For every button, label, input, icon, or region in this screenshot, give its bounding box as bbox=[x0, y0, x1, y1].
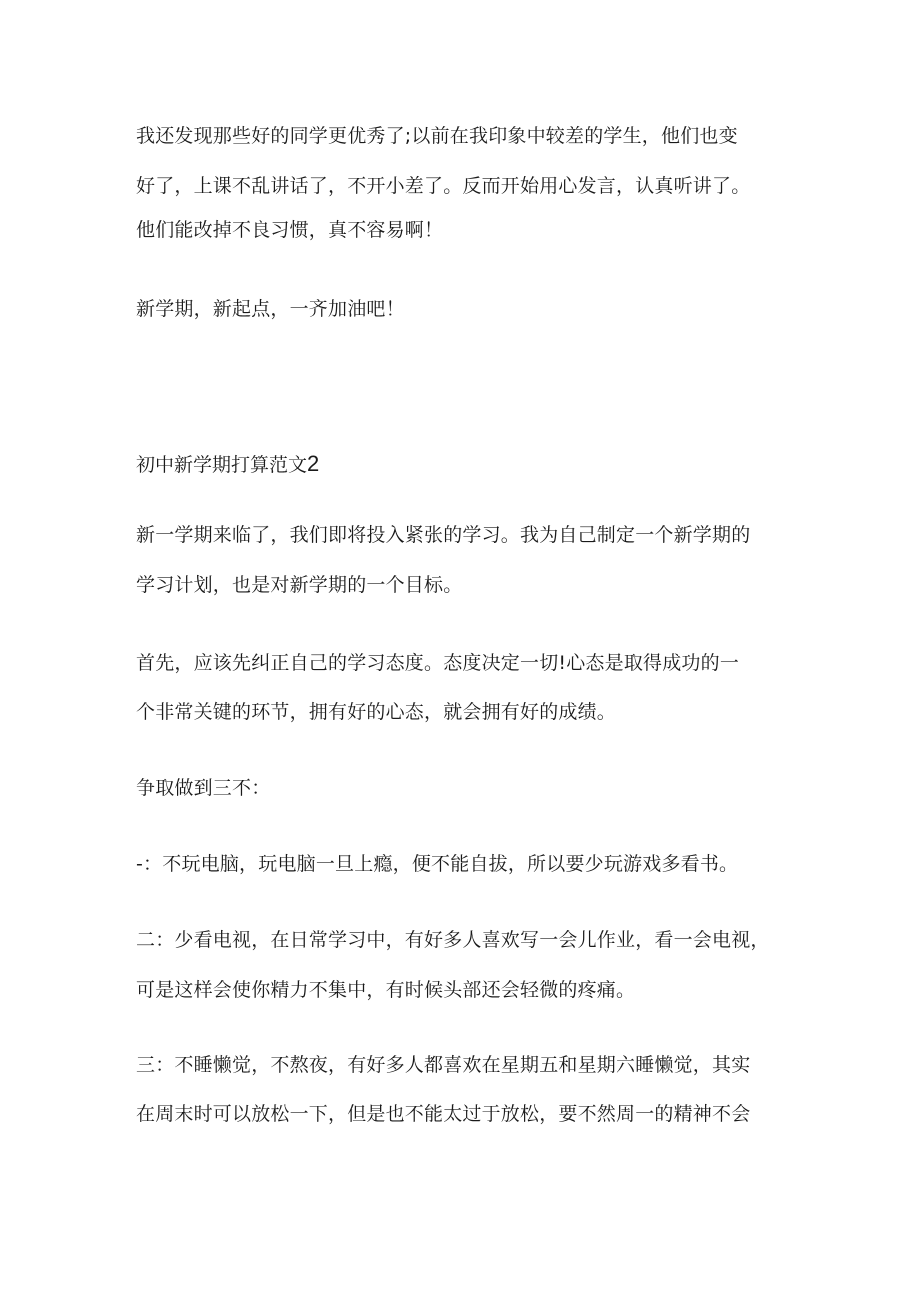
paragraph-line: 个非常关键的环节，拥有好的心态，就会拥有好的成绩。 bbox=[136, 701, 617, 723]
paragraph-line: 新学期，新起点，一齐加油吧！ bbox=[136, 298, 405, 320]
paragraph-line: 可是这样会使你精力不集中，有时候头部还会轻微的疼痛。 bbox=[136, 979, 636, 1001]
paragraph-line: 我还发现那些好的同学更优秀了;以前在我印象中较差的学生，他们也变 bbox=[136, 125, 738, 147]
paragraph-line: 在周末时可以放松一下，但是也不能太过于放松，要不然周一的精神不会 bbox=[136, 1103, 751, 1125]
paragraph-line: 争取做到三不： bbox=[136, 777, 271, 799]
paragraph-line: 三：不睡懒觉，不熬夜，有好多人都喜欢在星期五和星期六睡懒觉，其实 bbox=[136, 1054, 751, 1076]
paragraph-line: 学习计划，也是对新学期的一个目标。 bbox=[136, 574, 463, 596]
paragraph-line: -：不玩电脑，玩电脑一旦上瘾，便不能自拔，所以要少玩游戏多看书。 bbox=[136, 853, 739, 875]
paragraph-line: 首先，应该先纠正自己的学习态度。态度决定一切!心态是取得成功的一 bbox=[136, 652, 740, 674]
paragraph-line: 二：少看电视，在日常学习中，有好多人喜欢写一会儿作业，看一会电视， bbox=[136, 929, 770, 951]
section-heading-text: 初中新学期打算范文 bbox=[136, 454, 308, 476]
paragraph-line: 新一学期来临了，我们即将投入紧张的学习。我为自己制定一个新学期的 bbox=[136, 524, 751, 546]
section-heading bbox=[136, 450, 319, 479]
paragraph-line: 好了，上课不乱讲话了，不开小差了。反而开始用心发言，认真听讲了。 bbox=[136, 175, 751, 197]
section-heading-number: 2 bbox=[307, 451, 320, 476]
paragraph-line: 他们能改掉不良习惯，真不容易啊！ bbox=[136, 219, 444, 241]
